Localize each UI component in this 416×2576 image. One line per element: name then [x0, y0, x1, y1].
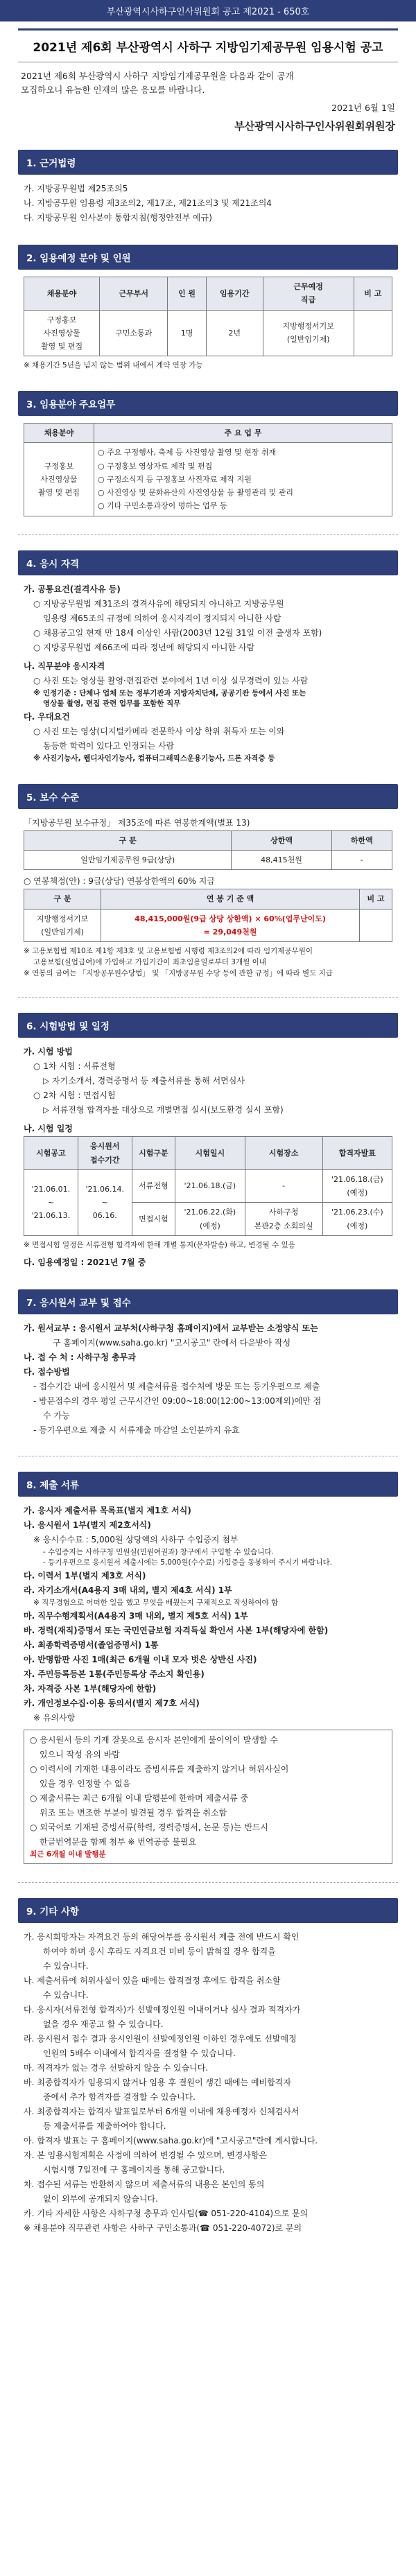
subsection-title: 나. 시험 일정 — [24, 1124, 73, 1134]
section-exam-schedule — [18, 1013, 398, 1273]
legal-item: 다. 지방공무원 인사분야 통합지침(행정안전부 예규) — [24, 213, 212, 223]
issuing-organization: 부산광역시사하구인사위원회위원장 — [234, 120, 395, 132]
salary-policy — [24, 874, 392, 889]
qualification-item: ○ 사진 또는 영상(디지털카메라 전문학사 이상 학위 취득자 또는 이와 — [33, 726, 285, 736]
qualification-note: ※ 인정기준 : 단체나 업체 또는 정부기관과 지방자치단체, 공공기관 등에서 사진 또는 — [33, 688, 306, 697]
exam-method-item: ○ 2차 시험 : 면접시험 — [33, 1090, 116, 1101]
application-item: - 방문접수의 경우 평일 근무시간인 09:00~18:00(12:00~13:00제외)에만 접 — [33, 1395, 322, 1406]
table-cell: 48,415천원 — [232, 851, 331, 870]
exam-method-item: ▷ 서류전형 합격자를 대상으로 개별면접 실시(보도환경 실시 포함) — [43, 1105, 284, 1115]
table-cell: 1명 — [168, 310, 206, 356]
table-header: 근무부서 — [100, 277, 168, 311]
table-cell — [94, 443, 392, 516]
notice-date: 2021년 6월 1일 — [331, 103, 395, 113]
table-header: 비 고 — [354, 277, 392, 311]
caution-text: ○ 제출서류는 최근 6개월 이내 발행분에 한하며 제출서류 중 — [30, 1793, 249, 1803]
table-cell: 지방행정서기보 (일반임기제) — [263, 310, 354, 356]
duty-item: ○ 주요 구정행사, 축제 등 사진영상 촬영 및 현장 취재 — [98, 448, 277, 458]
other-note-item: 수 있습니다. — [43, 1960, 89, 1971]
table-cell: 구정홍보 사진영상물 촬영 및 편집 — [24, 443, 94, 516]
qualification-item: 임용령 제65조의 규정에 의하여 응시자격이 정지되지 아니한 사람 — [43, 613, 281, 623]
table-header: 시험장소 — [245, 1137, 322, 1170]
qualification-item: ○ 지방공무원법 제31조의 결격사유에 해당되지 아니하고 지방공무원 — [33, 598, 284, 609]
table-header: 채용분야 — [24, 424, 94, 443]
document-item: 라. 자기소개서(A4용지 3매 내외, 별지 제4호 서식) 1부 — [24, 1585, 232, 1595]
other-note-item: ※ 채용분야 직무관련 사항은 사하구 구민소통과(☎ 051-220-4072)로 문의 — [24, 2222, 302, 2233]
caution-item: 있으니 작성 유의 바람 — [40, 1749, 120, 1759]
other-note-item: 중에서 추가 합격자를 결정할 수 있습니다. — [43, 2091, 196, 2102]
document-item: 마. 직무수행계획서(A4용지 3매 내외, 별지 제5호 서식) 1부 — [24, 1610, 248, 1621]
document-note: - 수입증지는 사하구청 민원실(민원여권과) 창구에서 구입할 수 있습니다. — [43, 1547, 274, 1556]
table-cell — [360, 909, 392, 942]
other-note-item: 없이 외부에 공개되지 않습니다. — [43, 2193, 158, 2204]
other-note-item: 아. 합격자 발표는 구 홈페이지(www.saha.go.kr)에 "고시공고"란에 게시합니다. — [24, 2135, 318, 2146]
qualification-note: 영상물 촬영, 편집 관련 업무를 포함한 직무 — [43, 699, 181, 708]
qualification-item: ○ 지방공무원법 제66조에 따라 정년에 해당되지 아니한 사람 — [33, 642, 255, 652]
application-item: 수 가능 — [43, 1410, 70, 1420]
document-item: 사. 최종학력증명서(졸업증명서) 1통 — [24, 1639, 159, 1650]
other-note-item: 나. 제출서류에 허위사실이 있을 때에는 합격결정 후에도 합격을 취소할 — [24, 1975, 281, 1985]
salary-limit-table — [24, 830, 392, 871]
table-header: 합격자발표 — [322, 1137, 392, 1170]
table-cell: '21.06.01. ~ '21.06.13. — [24, 1169, 78, 1235]
table-cell: '21.06.23.(수) (예정) — [322, 1203, 392, 1236]
table-cell: 구정홍보 사진영상물 촬영 및 편집 — [24, 310, 100, 356]
schedule-table — [24, 1136, 392, 1236]
table-row — [24, 1169, 392, 1203]
document-note: - 등기우편으로 응시원서 제출시에는 5,000원(수수료) 가입증을 동봉하여 주시기 바랍니다. — [43, 1558, 332, 1567]
duty-item: ○ 사진영상 및 문화유산의 사진영상물 등 촬영관리 및 관리 — [98, 488, 293, 497]
salary-note: ※ 고용보험법 제10조 제1항 제3호 및 고용보험법 시행령 제3조의2에 따라 임기제공무원이 — [24, 947, 313, 955]
duty-item: ○ 구정소식지 등 구정홍보 사진자료 제작 지원 — [98, 474, 252, 484]
other-note-item: 다. 응시자(서류전형 합격자)가 선발예정인원 이내이거나 심사 결과 적격자가 — [24, 2004, 301, 2014]
section-heading: 3. 임용분야 주요업무 — [18, 391, 398, 416]
caution-item: ○ 외국어로 기재된 증빙서류(학력, 경력증명서, 논문 등)는 반드시 — [30, 1822, 268, 1832]
table-header: 주 요 업 무 — [94, 424, 392, 443]
application-item: - 등기우편으로 제출 시 서류제출 마감일 소인분까지 유효 — [33, 1425, 240, 1435]
caution-item: ○ 이력서에 기재한 내용이라도 증빙서류를 제출하지 않거나 허위사실이 — [30, 1764, 289, 1774]
document-item: 다. 이력서 1부(별지 제3호 서식) — [24, 1571, 146, 1581]
duty-item: ○ 구정홍보 영상자료 제작 및 편집 — [98, 461, 213, 471]
table-cell: '21.06.18.(금) (예정) — [322, 1169, 392, 1203]
document-item: 나. 응시원서 1부(별지 제2호서식) — [24, 1520, 151, 1530]
divider — [18, 534, 398, 535]
table-row — [24, 443, 392, 516]
other-note-item: 등 제출서류를 제출하여야 합니다. — [43, 2121, 166, 2131]
section-heading: 8. 제출 서류 — [18, 1472, 398, 1497]
other-note-item: 시험시행 7일전에 구 홈페이지를 통해 공고합니다. — [43, 2164, 225, 2175]
qualification-item: ○ 사진 또는 영상물 촬영·편집관련 분야에서 1년 이상 실무경력이 있는 사람 — [33, 675, 309, 686]
application-item: - 접수기간 내에 응시원서 및 제출서류를 접수처에 방문 또는 등기우편으로 제출 — [33, 1381, 320, 1391]
section-application — [18, 1289, 398, 1442]
caution-item — [30, 1791, 386, 1806]
section-legal-basis — [18, 150, 398, 229]
document-item: 바. 경력(재직)증명서 또는 국민연금보험 자격득실 확인서 사본 1부(해당자에 한함) — [24, 1625, 329, 1635]
section-duties — [18, 391, 398, 521]
divider — [18, 997, 398, 998]
qualification-item: ○ 채용공고일 현재 만 18세 이상인 사람(2003년 12월 31일 이전 출생자 포함) — [33, 627, 322, 638]
section-heading: 5. 보수 수준 — [18, 784, 398, 809]
caution-box — [24, 1730, 392, 1864]
other-note-item: 차. 접수된 서류는 반환하지 않으며 제출서류의 내용은 본인의 동의 — [24, 2179, 265, 2189]
document-item: 가. 응시자 제출서류 목록표(별지 제1호 서식) — [24, 1505, 191, 1515]
duty-item: ○ 기타 구민소통과장이 명하는 업무 등 — [98, 501, 227, 511]
table-header: 연 봉 기 준 액 — [101, 889, 360, 909]
table-header: 구 분 — [24, 889, 101, 909]
table-header: 상한액 — [232, 830, 331, 850]
other-note-item: 마. 적격자가 없는 경우 선발하지 않을 수 있습니다. — [24, 2062, 209, 2073]
other-note-item: 없을 경우 재공고 할 수 있습니다. — [43, 2019, 164, 2029]
subsection-title: 가. 공통요건(결격사유 등) — [24, 584, 121, 594]
table-cell: 구민소통과 — [100, 310, 168, 356]
highlighted-requirement: 최근 6개월 이내 발행분 — [30, 1850, 106, 1859]
table-header: 임용기간 — [206, 277, 263, 311]
other-note-item: 바. 최종합격자가 임용되지 않거나 임용 후 결원이 생긴 때에는 예비합격자 — [24, 2077, 291, 2087]
table-header: 시험일시 — [175, 1137, 245, 1170]
other-note-item: 라. 응시원서 접수 결과 응시인원이 선발예정인원 이하인 경우에도 선발예정 — [24, 2033, 297, 2044]
salary-policy-text: ○ 연봉책정(안) : 9급(상당) 연봉상한액의 60% 지급 — [24, 876, 215, 887]
table-cell: - — [331, 851, 392, 870]
exam-method-item: ▷ 자기소개서, 경력증명서 등 제출서류를 통해 서면심사 — [43, 1076, 245, 1086]
positions-table — [24, 277, 392, 356]
qualification-item: 동등한 학력이 있다고 인정되는 사람 — [43, 741, 175, 751]
appointment-date: 다. 임용예정일 : 2021년 7월 중 — [24, 1257, 146, 1267]
caution-item: 있을 경우 인정할 수 없음 — [40, 1778, 131, 1789]
salary-note: 고용보험(실업급여)에 가입하고 가입기간이 최초임용일로부터 3개월 이내 — [33, 957, 266, 966]
salary-note: ※ 연봉의 금여는 「지방공무원수당법」 및 「지방공무원 수당 등에 관한 규정」에 따라 별도 지급 — [24, 968, 333, 977]
section-salary — [18, 784, 398, 984]
section-documents — [18, 1472, 398, 1868]
intro-text-2: 모집하오니 유능한 인재의 많은 응모를 바랍니다. — [21, 85, 205, 95]
other-note-item: 자. 본 임용시험계획은 사정에 의하여 변경될 수 있으며, 변경사항은 — [24, 2150, 268, 2160]
legal-item: 나. 지방공무원 임용령 제3조의2, 제17조, 제21조의3 및 제21조의4 — [24, 198, 272, 208]
table-header: 하한액 — [331, 830, 392, 850]
document-item: 차. 자격증 사본 1부(해당자에 한함) — [24, 1683, 157, 1694]
other-note-item: 수 있습니다. — [43, 1990, 89, 2000]
table-header: 시험구분 — [132, 1137, 175, 1170]
document-note: ※ 응시수수료 : 5,000원 상당액의 사하구 수입증지 첨부 — [33, 1534, 239, 1544]
table-header: 근무예정 직급 — [263, 277, 354, 311]
section-other-notes — [18, 1898, 398, 2240]
intro-section — [21, 69, 395, 134]
schedule-note: ※ 면접시험 일정은 서류전형 합격자에 한해 개별 통지(문자발송) 하고, 변경될 수 있음 — [24, 1240, 295, 1249]
application-item: 가. 원서교부 : 응시원서 교부처(사하구청 홈페이지)에서 교부받는 소정양식 또는 — [24, 1323, 318, 1333]
table-row — [24, 851, 392, 870]
subsection-title: 다. 우대요건 — [24, 712, 70, 722]
table-cell: '21.06.22.(화) (예정) — [175, 1203, 245, 1236]
table-header: 채용분야 — [24, 277, 100, 311]
document-item: 아. 반명함판 사진 1매(최근 6개월 이내 모자 벗은 상반신 사진) — [24, 1654, 257, 1664]
application-item: 나. 접 수 처 : 사하구청 총무과 — [24, 1352, 136, 1362]
table-header: 비 고 — [360, 889, 392, 909]
table-header: 시험공고 — [24, 1137, 78, 1170]
table-cell — [354, 310, 392, 356]
table-header: 응시원서 접수기간 — [78, 1137, 132, 1170]
table-cell: 일반임기제공무원 9급(상당) — [24, 851, 232, 870]
intro-text-1: 2021년 제6회 부산광역시 사하구 지방임기제공무원을 다음과 같이 공개 — [21, 71, 294, 81]
page-title: 2021년 제6회 부산광역시 사하구 지방임기제공무원 임용시험 공고 — [18, 28, 398, 62]
section-heading: 4. 응시 자격 — [18, 550, 398, 575]
section-heading: 7. 응시원서 교부 및 접수 — [18, 1289, 398, 1314]
document-item: 자. 주민등록등본 1통(주민등록상 주소지 확인용) — [24, 1669, 205, 1679]
divider — [18, 1882, 398, 1883]
table-cell: 서류전형 — [132, 1169, 175, 1203]
salary-amount: 48,415,000원(9급 상당 상한액) × 60%(업무난이도) = 29,049천원 — [101, 909, 360, 942]
section-heading: 6. 시험방법 및 일정 — [18, 1013, 398, 1038]
table-row — [24, 310, 392, 356]
qualification-note: ※ 사진기능사, 웹디자인기능사, 컴퓨터그래픽스운용기능사, 드론 자격증 등 — [33, 754, 275, 763]
other-note-item: 인원의 5배수 이내에서 합격자를 결정할 수 있습니다. — [43, 2048, 236, 2058]
table-cell: - — [245, 1169, 322, 1203]
section-heading: 1. 근거법령 — [18, 150, 398, 175]
exam-method-item: ○ 1차 시험 : 서류전형 — [33, 1061, 116, 1072]
section-qualifications — [18, 550, 398, 769]
other-note-item: 가. 응시희망자는 자격요건 등의 해당여부를 응시원서 제출 전에 반드시 확인 — [24, 1931, 300, 1942]
other-note-item: 카. 기타 자세한 사항은 사하구청 총무과 인사팀(☎ 051-220-4104)으로 문의 — [24, 2208, 309, 2218]
application-item: 구 홈페이지(www.saha.go.kr) "고시공고" 란에서 다운받아 작성 — [53, 1337, 291, 1348]
caution-item: 위조 또는 변조한 부분이 발견될 경우 합격을 취소함 — [40, 1807, 227, 1818]
caution-title: ※ 유의사항 — [33, 1712, 76, 1723]
salary-calc-table — [24, 889, 392, 942]
section-positions — [18, 245, 398, 376]
table-note: ※ 채용기간 5년을 넘지 않는 범위 내에서 계약 연장 가능 — [24, 361, 203, 370]
section-heading: 9. 기타 사항 — [18, 1898, 398, 1923]
salary-basis: 「지방공무원 보수규정」 제35조에 따른 연봉한계액(별표 13) — [24, 817, 250, 828]
other-note-item: 하여야 하며 응시 후라도 자격요건 미비 등이 밝혀질 경우 합격을 — [43, 1946, 276, 1956]
section-heading: 2. 임용예정 분야 및 인원 — [18, 245, 398, 270]
legal-item: 가. 지방공무원법 제25조의5 — [24, 184, 128, 193]
table-cell: 사하구청 본관2층 소회의실 — [245, 1203, 322, 1236]
table-cell: '21.06.14. ~ 06.16. — [78, 1169, 132, 1235]
duties-table — [24, 423, 392, 516]
application-item: 다. 접수방법 — [24, 1366, 70, 1377]
subsection-title: 나. 직무분야 응시자격 — [24, 661, 105, 671]
table-cell: 면접시험 — [132, 1203, 175, 1236]
table-cell: '21.06.18.(금) — [175, 1169, 245, 1203]
table-cell: 지방행정서기보 (일반임기제) — [24, 909, 101, 942]
caution-item: 한글번역문을 함께 첨부 ※ 번역공증 불필요 — [40, 1836, 197, 1847]
table-row — [24, 909, 392, 942]
subsection-title: 가. 시험 방법 — [24, 1047, 73, 1057]
table-header: 구 분 — [24, 830, 232, 850]
table-cell: 2년 — [206, 310, 263, 356]
notice-number-bar: 부산광역시사하구인사위원회 공고 제2021 - 650호 — [0, 0, 416, 21]
other-note-item: 사. 최종합격자는 합격자 발표일로부터 6개월 이내에 채용예정자 신체검사서 — [24, 2106, 300, 2116]
caution-item: ○ 응시원서 등의 기재 잘못으로 응시자 본인에게 불이익이 발생할 수 — [30, 1734, 278, 1745]
document-note: ※ 직무경험으로 어떠한 일을 했고 무엇을 배웠는지 구체적으로 작성하여야 함 — [33, 1599, 279, 1607]
document-item: 카. 개인정보수집·이용 동의서(별지 제7호 서식) — [24, 1698, 200, 1708]
table-header: 인 원 — [168, 277, 206, 311]
